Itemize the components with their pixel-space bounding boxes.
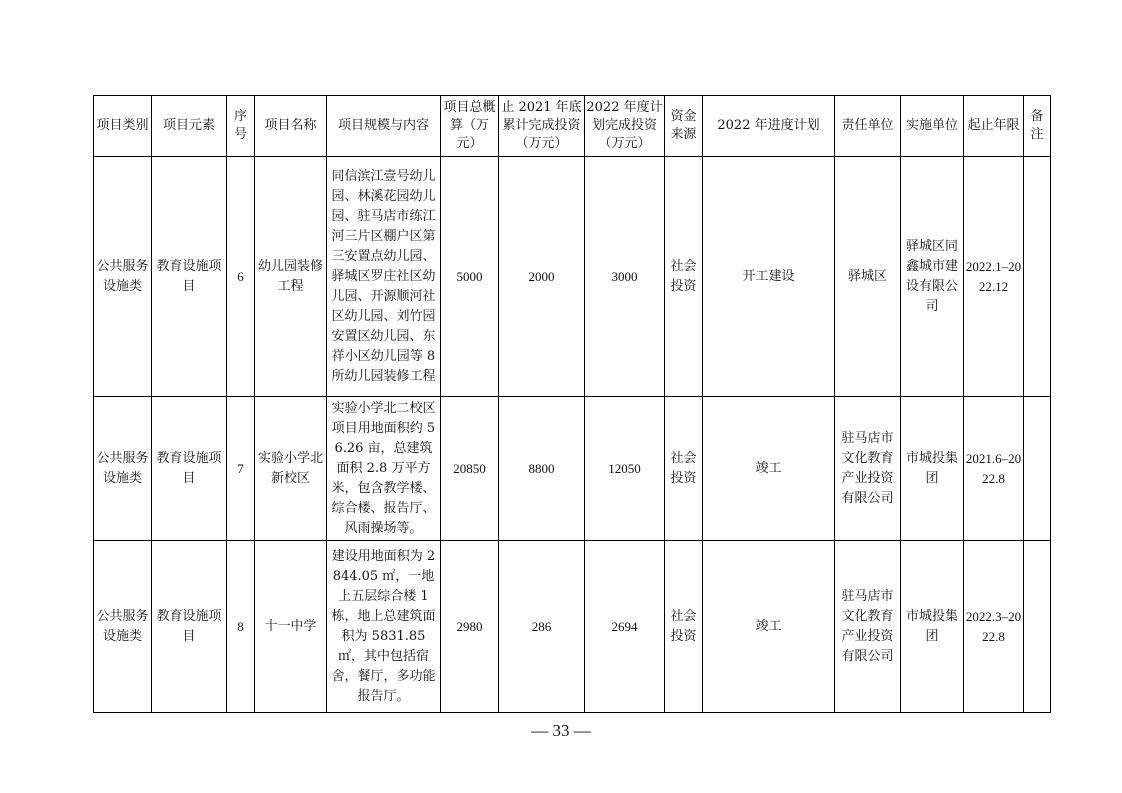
cell-responsible: 驻马店市文化教育产业投资有限公司 xyxy=(835,541,901,713)
header-row xyxy=(94,96,1051,157)
header-responsible: 责任单位 xyxy=(835,96,901,157)
header-remark: 备注 xyxy=(1024,96,1051,157)
cell-element: 教育设施项目 xyxy=(152,157,227,397)
cell-total: 2980 xyxy=(441,541,499,713)
header-element: 项目元素 xyxy=(152,96,227,157)
page-number: — 33 — xyxy=(531,721,591,740)
cell-period: 2022.1–2022.12 xyxy=(964,157,1024,397)
cell-total: 20850 xyxy=(441,397,499,541)
cell-completed: 286 xyxy=(499,541,585,713)
cell-planned: 3000 xyxy=(585,157,665,397)
cell-scope: 实验小学北二校区项目用地面积约 56.26 亩，总建筑面积 2.8 万平方米，包含教学楼、综合楼、报告厅、风雨操场等。 xyxy=(327,397,441,541)
cell-remark xyxy=(1024,541,1051,713)
header-scope: 项目规模与内容 xyxy=(327,96,441,157)
table-row xyxy=(94,541,1051,713)
header-category: 项目类别 xyxy=(94,96,152,157)
cell-category: 公共服务设施类 xyxy=(94,541,152,713)
cell-implementer: 驿城区同鑫城市建设有限公司 xyxy=(901,157,964,397)
cell-source: 社会投资 xyxy=(665,541,703,713)
cell-implementer: 市城投集团 xyxy=(901,541,964,713)
cell-seq: 6 xyxy=(227,157,255,397)
cell-seq: 7 xyxy=(227,397,255,541)
cell-scope: 建设用地面积为 2844.05 ㎡，一地上五层综合楼 1 栋，地上总建筑面积为 5831.85 ㎡，其中包括宿舍，餐厅，多功能报告厅。 xyxy=(327,541,441,713)
table-row xyxy=(94,397,1051,541)
project-plan-table xyxy=(93,95,1051,713)
cell-source: 社会投资 xyxy=(665,157,703,397)
cell-element: 教育设施项目 xyxy=(152,541,227,713)
cell-remark xyxy=(1024,157,1051,397)
header-implementer: 实施单位 xyxy=(901,96,964,157)
header-name: 项目名称 xyxy=(255,96,327,157)
cell-period: 2021.6–2022.8 xyxy=(964,397,1024,541)
cell-completed: 8800 xyxy=(499,397,585,541)
cell-category: 公共服务设施类 xyxy=(94,397,152,541)
cell-progress: 竣工 xyxy=(703,397,835,541)
cell-category: 公共服务设施类 xyxy=(94,157,152,397)
cell-scope: 同信滨江壹号幼儿园、林溪花园幼儿园、驻马店市练江河三片区棚户区第三安置点幼儿园、驿城区罗庄社区幼儿园、开源顺河社区幼儿园、刘竹园安置区幼儿园、东祥小区幼儿园等 8 所幼儿园装修工程 xyxy=(327,157,441,397)
cell-responsible: 驿城区 xyxy=(835,157,901,397)
cell-element: 教育设施项目 xyxy=(152,397,227,541)
header-completed: 止 2021 年底累计完成投资（万元） xyxy=(499,96,585,157)
cell-progress: 开工建设 xyxy=(703,157,835,397)
header-source: 资金来源 xyxy=(665,96,703,157)
cell-total: 5000 xyxy=(441,157,499,397)
cell-name: 十一中学 xyxy=(255,541,327,713)
cell-planned: 2694 xyxy=(585,541,665,713)
cell-completed: 2000 xyxy=(499,157,585,397)
cell-planned: 12050 xyxy=(585,397,665,541)
header-total: 项目总概算（万元） xyxy=(441,96,499,157)
cell-period: 2022.3–2022.8 xyxy=(964,541,1024,713)
cell-seq: 8 xyxy=(227,541,255,713)
header-progress: 2022 年进度计划 xyxy=(703,96,835,157)
header-seq: 序号 xyxy=(227,96,255,157)
cell-source: 社会投资 xyxy=(665,397,703,541)
cell-remark xyxy=(1024,397,1051,541)
cell-implementer: 市城投集团 xyxy=(901,397,964,541)
table-row xyxy=(94,157,1051,397)
header-period: 起止年限 xyxy=(964,96,1024,157)
header-planned: 2022 年度计划完成投资（万元） xyxy=(585,96,665,157)
cell-responsible: 驻马店市文化教育产业投资有限公司 xyxy=(835,397,901,541)
cell-name: 实验小学北新校区 xyxy=(255,397,327,541)
cell-progress: 竣工 xyxy=(703,541,835,713)
cell-name: 幼儿园装修工程 xyxy=(255,157,327,397)
